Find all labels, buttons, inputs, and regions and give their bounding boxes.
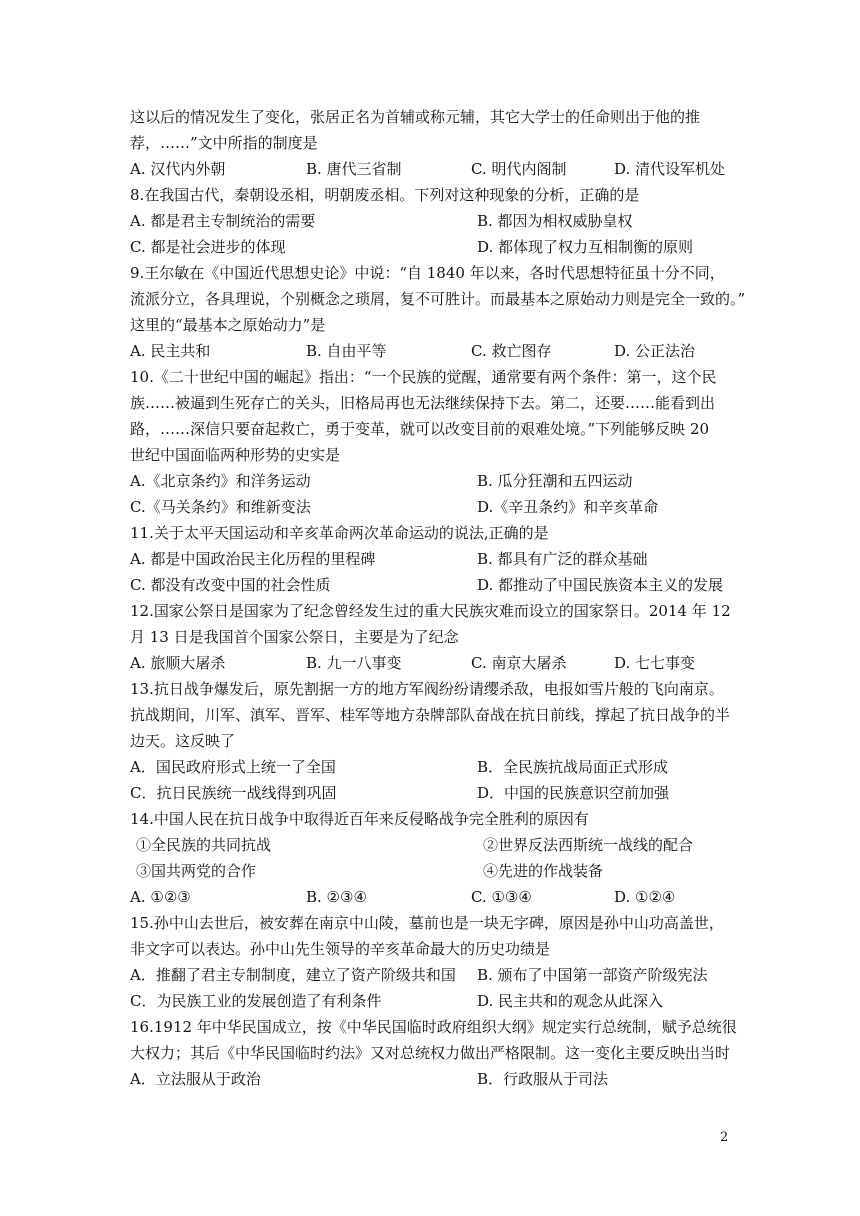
text-line: 11.关于太平天国运动和辛亥革命两次革命运动的说法,正确的是 <box>130 524 549 542</box>
option-item: C. ①③④ <box>471 888 532 906</box>
option-item: A．立法服从于政治 <box>130 1070 261 1088</box>
page-number: 2 <box>720 1130 729 1145</box>
option-row <box>130 858 730 884</box>
option-item: B. 自由平等 <box>306 342 387 360</box>
text-line: 流派分立，各具理说，个别概念之琐屑，复不可胜计。而最基本之原始动力则是完全一致的。” <box>130 290 746 308</box>
option-row <box>130 546 730 572</box>
text-line: 13.抗日战争爆发后，原先割据一方的地方军阀纷纷请缨杀敌，电报如雪片般的飞向南京。 <box>130 680 724 698</box>
option-item: B. 九一八事变 <box>306 654 402 672</box>
option-item: C. 南京大屠杀 <box>471 654 567 672</box>
option-item: C．为民族工业的发展创造了有利条件 <box>130 992 382 1010</box>
option-row <box>130 754 730 780</box>
option-row <box>130 988 730 1014</box>
text-line: 8.在我国古代，秦朝设丞相，明朝废丞相。下列对这种现象的分析，正确的是 <box>130 186 640 204</box>
text-line: 16.1912 年中华民国成立，按《中华民国临时政府组织大纲》规定实行总统制，赋予总统很 <box>130 1018 737 1036</box>
option-item: B. 唐代三省制 <box>306 160 402 178</box>
text-line: 大权力；其后《中华民国临时约法》又对总统权力做出严格限制。这一变化主要反映出当时 <box>130 1044 731 1062</box>
text-line: 路，……深信只要奋起救亡，勇于变革，就可以改变目前的艰难处境。”下列能够反映 20 <box>130 420 710 438</box>
option-item: D.《辛丑条约》和辛亥革命 <box>477 498 659 516</box>
text-line: 月 13 日是我国首个国家公祭日，主要是为了纪念 <box>130 628 459 646</box>
option-item: A. 民主共和 <box>130 342 211 360</box>
option-row <box>130 832 730 858</box>
option-item: D. 清代设军机处 <box>614 160 726 178</box>
option-item: B. 都因为相权威胁皇权 <box>477 212 633 230</box>
option-row <box>130 962 730 988</box>
option-item: B. 颁布了中国第一部资产阶级宪法 <box>477 966 708 984</box>
option-item: A. 旅顺大屠杀 <box>130 654 226 672</box>
option-row <box>130 572 730 598</box>
option-item: A. 汉代内外朝 <box>130 160 226 178</box>
option-item: B．行政服从于司法 <box>477 1070 609 1088</box>
option-row <box>130 494 730 520</box>
option-item: A.《北京条约》和洋务运动 <box>130 472 311 490</box>
option-row <box>130 780 730 806</box>
option-row <box>130 208 730 234</box>
text-line: 12.国家公祭日是国家为了纪念曾经发生过的重大民族灾难而设立的国家祭日。2014 年 12 <box>130 602 731 620</box>
option-row <box>130 234 730 260</box>
text-line: 15.孙中山去世后，被安葬在南京中山陵，墓前也是一块无字碑，原因是孙中山功高盖世， <box>130 914 724 932</box>
option-item: C．抗日民族统一战线得到巩固 <box>130 784 337 802</box>
option-item: A. ①②③ <box>130 888 191 906</box>
text-line: 9.王尔敏在《中国近代思想史论》中说：“自 1840 年以来，各时代思想特征虽十分不同， <box>130 264 725 282</box>
option-row <box>130 884 730 910</box>
option-item: B. 瓜分狂潮和五四运动 <box>477 472 633 490</box>
option-item: C. 都是社会进步的体现 <box>130 238 286 256</box>
option-item: D．中国的民族意识空前加强 <box>477 784 670 802</box>
option-row <box>130 468 730 494</box>
option-item: D. 公正法治 <box>614 342 696 360</box>
option-item: D. 民主共和的观念从此深入 <box>477 992 664 1010</box>
option-item: A. 都是中国政治民主化历程的里程碑 <box>130 550 376 568</box>
option-item: ①全民族的共同抗战 <box>136 836 272 854</box>
option-item: B. 都具有广泛的群众基础 <box>477 550 648 568</box>
option-item: ②世界反法西斯统一战线的配合 <box>483 836 694 854</box>
option-item: A. 都是君主专制统治的需要 <box>130 212 316 230</box>
option-item: D. 七七事变 <box>614 654 696 672</box>
text-line: 族……被逼到生死存亡的关头，旧格局再也无法继续保持下去。第二，还要……能看到出 <box>130 394 716 412</box>
text-line: 边天。这反映了 <box>130 732 236 750</box>
option-item: ④先进的作战装备 <box>483 862 604 880</box>
option-row <box>130 156 730 182</box>
text-line: 荐，……”文中所指的制度是 <box>130 134 318 152</box>
option-item: C.《马关条约》和维新变法 <box>130 498 311 516</box>
text-line: 这以后的情况发生了变化，张居正名为首辅或称元辅，其它大学士的任命则出于他的推 <box>130 108 701 126</box>
option-row <box>130 338 730 364</box>
option-item: B．全民族抗战局面正式形成 <box>477 758 669 776</box>
text-line: 抗战期间，川军、滇军、晋军、桂军等地方杂牌部队奋战在抗日前线，撑起了抗日战争的半 <box>130 706 731 724</box>
option-item: ③国共两党的合作 <box>136 862 257 880</box>
text-line: 10.《二十世纪中国的崛起》指出：“一个民族的觉醒，通常要有两个条件：第一，这个民 <box>130 368 717 386</box>
text-line: 14.中国人民在抗日战争中取得近百年来反侵略战争完全胜利的原因有 <box>130 810 589 828</box>
option-row <box>130 1066 730 1092</box>
text-line: 这里的“最基本之原始动力”是 <box>130 316 326 334</box>
option-item: A．推翻了君主专制制度，建立了资产阶级共和国 <box>130 966 456 984</box>
option-item: D. ①②④ <box>614 888 676 906</box>
option-item: C. 救亡图存 <box>471 342 552 360</box>
text-line: 世纪中国面临两种形势的史实是 <box>130 446 341 464</box>
option-item: B. ②③④ <box>306 888 367 906</box>
option-item: C. 明代内阁制 <box>471 160 567 178</box>
document-body <box>130 104 746 1092</box>
text-line: 非文字可以表达。孙中山先生领导的辛亥革命最大的历史功绩是 <box>130 940 551 958</box>
option-row <box>130 650 730 676</box>
option-item: A．国民政府形式上统一了全国 <box>130 758 336 776</box>
option-item: D. 都推动了中国民族资本主义的发展 <box>477 576 724 594</box>
option-item: D. 都体现了权力互相制衡的原则 <box>477 238 694 256</box>
option-item: C. 都没有改变中国的社会性质 <box>130 576 331 594</box>
